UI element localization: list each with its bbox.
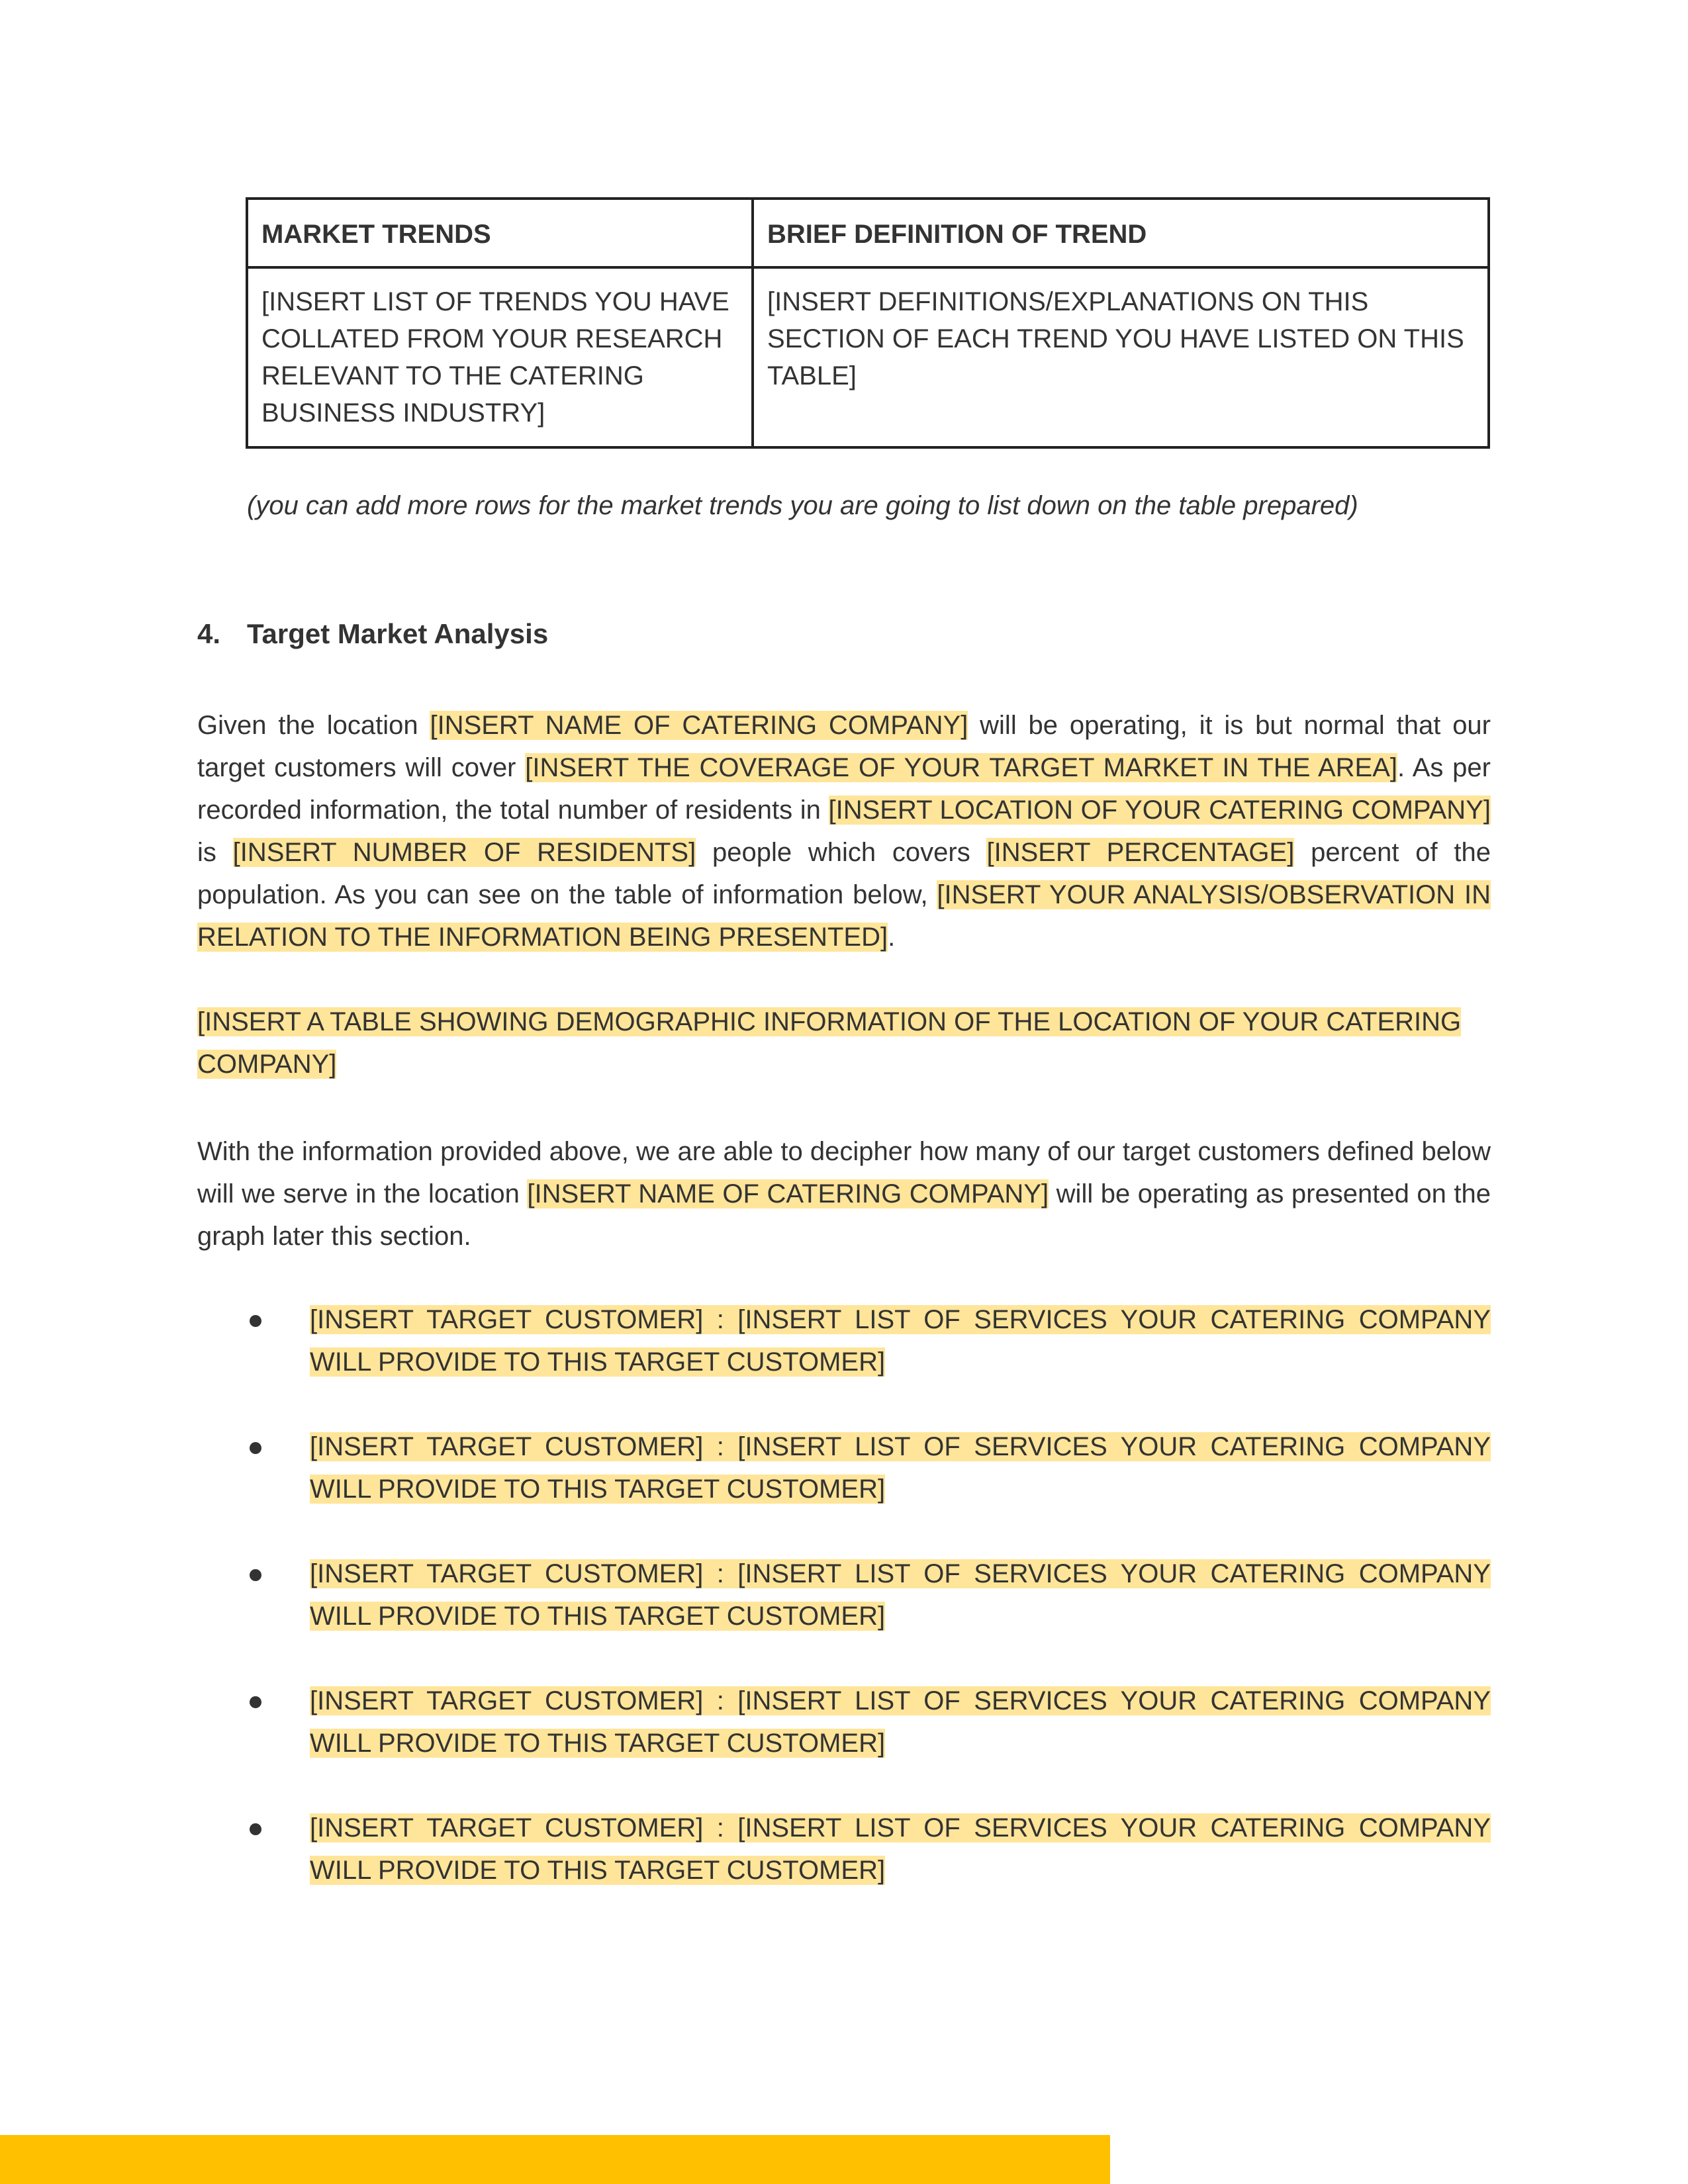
target-customer-list	[197, 1298, 1491, 1934]
list-item	[197, 1807, 1491, 1891]
cell-trend-definition: [INSERT DEFINITIONS/EXPLANATIONS ON THIS SECTION OF EACH TREND YOU HAVE LISTED ON THIS TABLE]	[753, 267, 1489, 447]
header-market-trends: MARKET TRENDS	[247, 199, 753, 267]
list-item	[197, 1298, 1491, 1383]
list-item	[197, 1553, 1491, 1637]
header-brief-definition: BRIEF DEFINITION OF TREND	[753, 199, 1489, 267]
text-run: percent of the population. As you can see on the table of information below,	[197, 838, 1491, 909]
list-item	[197, 1426, 1491, 1510]
section-number: 4.	[197, 618, 221, 649]
placeholder-target-customer: [INSERT TARGET CUSTOMER] : [INSERT LIST OF SERVICES YOUR CATERING COMPANY WILL PROVIDE TO THIS TARGET CUSTOMER]	[310, 1686, 1491, 1758]
bullet-icon	[250, 1315, 261, 1327]
placeholder-number-of-residents: [INSERT NUMBER OF RESIDENTS]	[232, 838, 696, 867]
paragraph-demographic-table	[197, 1001, 1491, 1085]
text-run: is	[197, 838, 233, 867]
placeholder-target-customer: [INSERT TARGET CUSTOMER] : [INSERT LIST OF SERVICES YOUR CATERING COMPANY WILL PROVIDE TO THIS TARGET CUSTOMER]	[310, 1432, 1491, 1504]
market-trends-table	[246, 197, 1490, 449]
section-title: Target Market Analysis	[247, 618, 549, 649]
footer-accent-bar	[0, 2135, 1110, 2184]
text-run: .	[888, 923, 896, 952]
placeholder-target-customer: [INSERT TARGET CUSTOMER] : [INSERT LIST OF SERVICES YOUR CATERING COMPANY WILL PROVIDE TO THIS TARGET CUSTOMER]	[310, 1559, 1491, 1631]
text-run: will be operating as presented on the graph later this section.	[197, 1179, 1491, 1251]
placeholder-target-customer: [INSERT TARGET CUSTOMER] : [INSERT LIST OF SERVICES YOUR CATERING COMPANY WILL PROVIDE TO THIS TARGET CUSTOMER]	[310, 1305, 1491, 1377]
placeholder-company-name: [INSERT NAME OF CATERING COMPANY]	[527, 1179, 1049, 1208]
table-row	[247, 267, 1489, 447]
placeholder-demographic-table: [INSERT A TABLE SHOWING DEMOGRAPHIC INFORMATION OF THE LOCATION OF YOUR CATERING COMPANY]	[197, 1007, 1462, 1079]
text-run: . As per recorded information, the total number of residents in	[197, 753, 1491, 825]
bullet-icon	[250, 1823, 261, 1835]
bullet-icon	[250, 1569, 261, 1581]
text-run: Given the location	[197, 711, 430, 740]
text-run: people which covers	[696, 838, 987, 867]
list-item	[197, 1680, 1491, 1764]
paragraph-target-market	[197, 704, 1491, 958]
section-heading	[197, 615, 548, 653]
placeholder-percentage: [INSERT PERCENTAGE]	[986, 838, 1295, 867]
cell-trend-list: [INSERT LIST OF TRENDS YOU HAVE COLLATED FROM YOUR RESEARCH RELEVANT TO THE CATERING BUSINESS INDUSTRY]	[247, 267, 753, 447]
bullet-icon	[250, 1442, 261, 1454]
placeholder-market-coverage: [INSERT THE COVERAGE OF YOUR TARGET MARKET IN THE AREA]	[525, 753, 1398, 782]
table-note: (you can add more rows for the market trends you are going to list down on the table prepared)	[247, 491, 1358, 520]
placeholder-company-location: [INSERT LOCATION OF YOUR CATERING COMPANY]	[828, 796, 1491, 825]
placeholder-company-name: [INSERT NAME OF CATERING COMPANY]	[430, 711, 968, 740]
bullet-icon	[250, 1696, 261, 1708]
placeholder-analysis: [INSERT YOUR ANALYSIS/OBSERVATION IN RELATION TO THE INFORMATION BEING PRESENTED]	[197, 880, 1491, 952]
text-run: With the information provided above, we are able to decipher how many of our target customers defined below will we serve in the location	[197, 1137, 1491, 1208]
text-run: will be operating, it is but normal that our target customers will cover	[197, 711, 1491, 782]
paragraph-target-customers-intro	[197, 1130, 1491, 1257]
table-header-row	[247, 199, 1489, 267]
placeholder-target-customer: [INSERT TARGET CUSTOMER] : [INSERT LIST OF SERVICES YOUR CATERING COMPANY WILL PROVIDE TO THIS TARGET CUSTOMER]	[310, 1813, 1491, 1885]
